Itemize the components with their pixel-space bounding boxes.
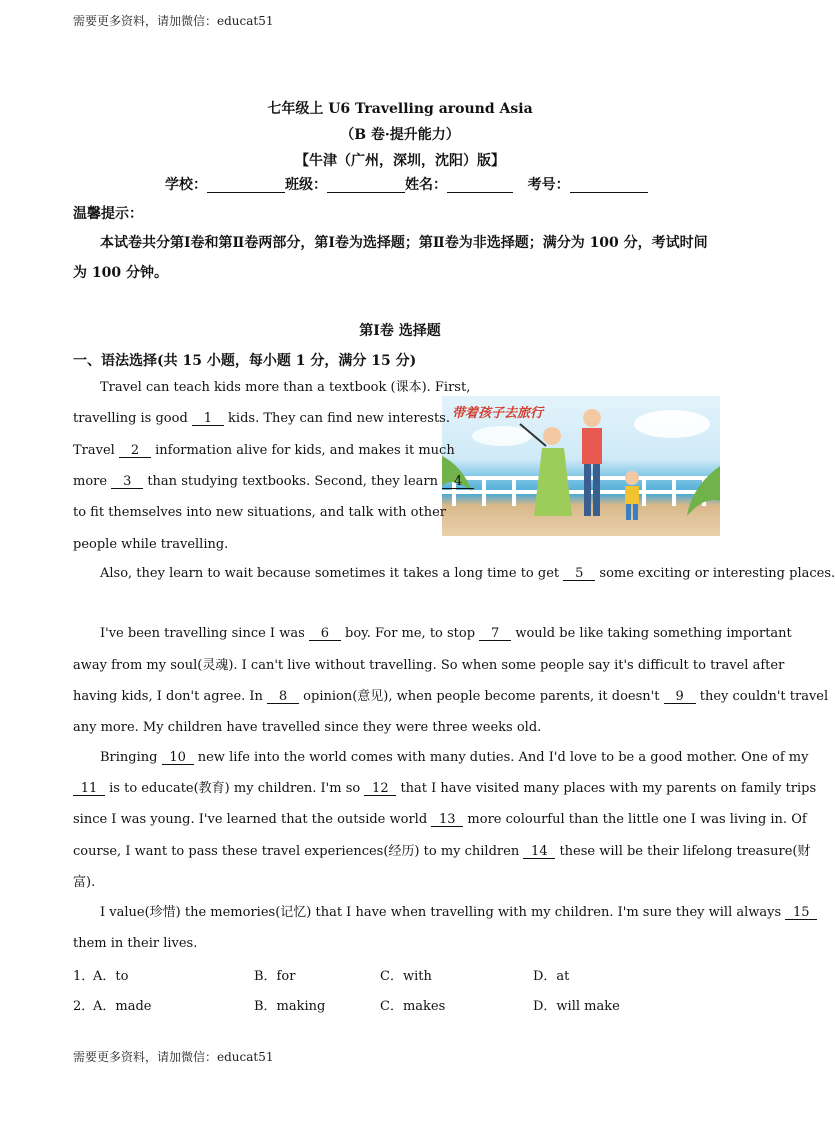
option-b[interactable]: B．making: [254, 999, 326, 1014]
name-blank[interactable]: [447, 179, 513, 193]
passage-line: 富).: [73, 875, 96, 890]
blank-8[interactable]: 8: [267, 690, 299, 704]
option-d[interactable]: D．at: [533, 969, 570, 984]
option-b[interactable]: B．for: [254, 969, 296, 984]
passage-line: away from my soul(灵魂). I can't live without travelling. So when some people say it's difficult to travel after: [73, 658, 785, 673]
blank-9[interactable]: 9: [664, 690, 696, 704]
passage-line: them in their lives.: [73, 936, 198, 951]
question-number: 2．: [73, 999, 95, 1014]
illustration-caption: 带着孩子去旅行: [452, 406, 544, 421]
notice-text-1: 本试卷共分第Ⅰ卷和第Ⅱ卷两部分，第Ⅰ卷为选择题；第Ⅱ卷为非选择题；满分为 100 分，考试时间: [100, 235, 708, 251]
passage-line: people while travelling.: [73, 537, 229, 552]
doc-subtitle: （B 卷·提升能力）: [340, 127, 460, 143]
blank-11[interactable]: 11: [73, 782, 105, 796]
blank-2[interactable]: 2: [119, 444, 151, 458]
blank-6[interactable]: 6: [309, 627, 341, 641]
footer-note: 需要更多资料，请加微信：educat51: [73, 1050, 274, 1064]
travel-illustration: [442, 396, 720, 536]
option-c[interactable]: C．makes: [380, 999, 446, 1014]
blank-13[interactable]: 13: [431, 813, 463, 827]
passage-line: travelling is good 1 kids. They can find new interests.: [73, 411, 450, 426]
number-label: 考号：: [527, 177, 570, 193]
option-a[interactable]: A．to: [93, 969, 129, 984]
notice-label: 温馨提示：: [73, 206, 143, 222]
passage-line: course, I want to pass these travel experiences(经历) to my children 14 these will be their lifelong treasure(财: [73, 844, 811, 859]
blank-5[interactable]: 5: [563, 567, 595, 581]
passage-line: Travel 2 information alive for kids, and makes it much: [73, 443, 455, 458]
name-label: 姓名：: [405, 177, 447, 193]
notice-text-2: 为 100 分钟。: [73, 265, 168, 281]
blank-15[interactable]: 15: [785, 906, 817, 920]
passage-line: Bringing 10 new life into the world comes with many duties. And I'd love to be a good mother. One of my: [100, 750, 809, 765]
blank-1[interactable]: 1: [192, 412, 224, 426]
passage-line: Also, they learn to wait because sometimes it takes a long time to get 5 some exciting or interesting places.: [100, 566, 835, 581]
question-number: 1．: [73, 969, 95, 984]
passage-line: more 3 than studying textbooks. Second, they learn 4: [73, 474, 474, 489]
passage-line: since I was young. I've learned that the outside world 13 more colourful than the little one I was living in. Of: [73, 812, 807, 827]
passage-line: I value(珍惜) the memories(记忆) that I have when travelling with my children. I'm sure they will always 15: [100, 905, 817, 920]
doc-edition: 【牛津（广州，深圳，沈阳）版】: [295, 153, 505, 169]
blank-10[interactable]: 10: [162, 751, 194, 765]
passage-line: 11 is to educate(教育) my children. I'm so 12 that I have visited many places with my parents on family trips: [73, 781, 816, 796]
option-d[interactable]: D．will make: [533, 999, 620, 1014]
blank-7[interactable]: 7: [479, 627, 511, 641]
passage-line: any more. My children have travelled since they were three weeks old.: [73, 720, 542, 735]
passage-line: Travel can teach kids more than a textbook (课本). First,: [100, 380, 471, 395]
option-c[interactable]: C．with: [380, 969, 432, 984]
part-heading: 一、语法选择(共 15 小题，每小题 1 分，满分 15 分): [73, 353, 417, 369]
school-blank[interactable]: [207, 179, 285, 193]
header-note: 需要更多资料，请加微信：educat51: [73, 14, 274, 28]
passage-line: to fit themselves into new situations, and talk with other: [73, 505, 446, 520]
blank-12[interactable]: 12: [364, 782, 396, 796]
blank-14[interactable]: 14: [523, 845, 555, 859]
number-blank[interactable]: [570, 179, 648, 193]
class-label: 班级：: [285, 177, 327, 193]
info-row: [165, 174, 648, 194]
blank-4[interactable]: 4: [442, 475, 474, 489]
class-blank[interactable]: [327, 179, 405, 193]
option-a[interactable]: A．made: [93, 999, 152, 1014]
blank-3[interactable]: 3: [111, 475, 143, 489]
school-label: 学校：: [165, 177, 207, 193]
passage-line: having kids, I don't agree. In 8 opinion(意见), when people become parents, it doesn't 9 they couldn't travel: [73, 689, 829, 704]
section-title: 第Ⅰ卷 选择题: [359, 323, 441, 339]
doc-title: 七年级上 U6 Travelling around Asia: [267, 101, 533, 117]
passage-line: I've been travelling since I was 6 boy. For me, to stop 7 would be like taking something important: [100, 626, 792, 641]
